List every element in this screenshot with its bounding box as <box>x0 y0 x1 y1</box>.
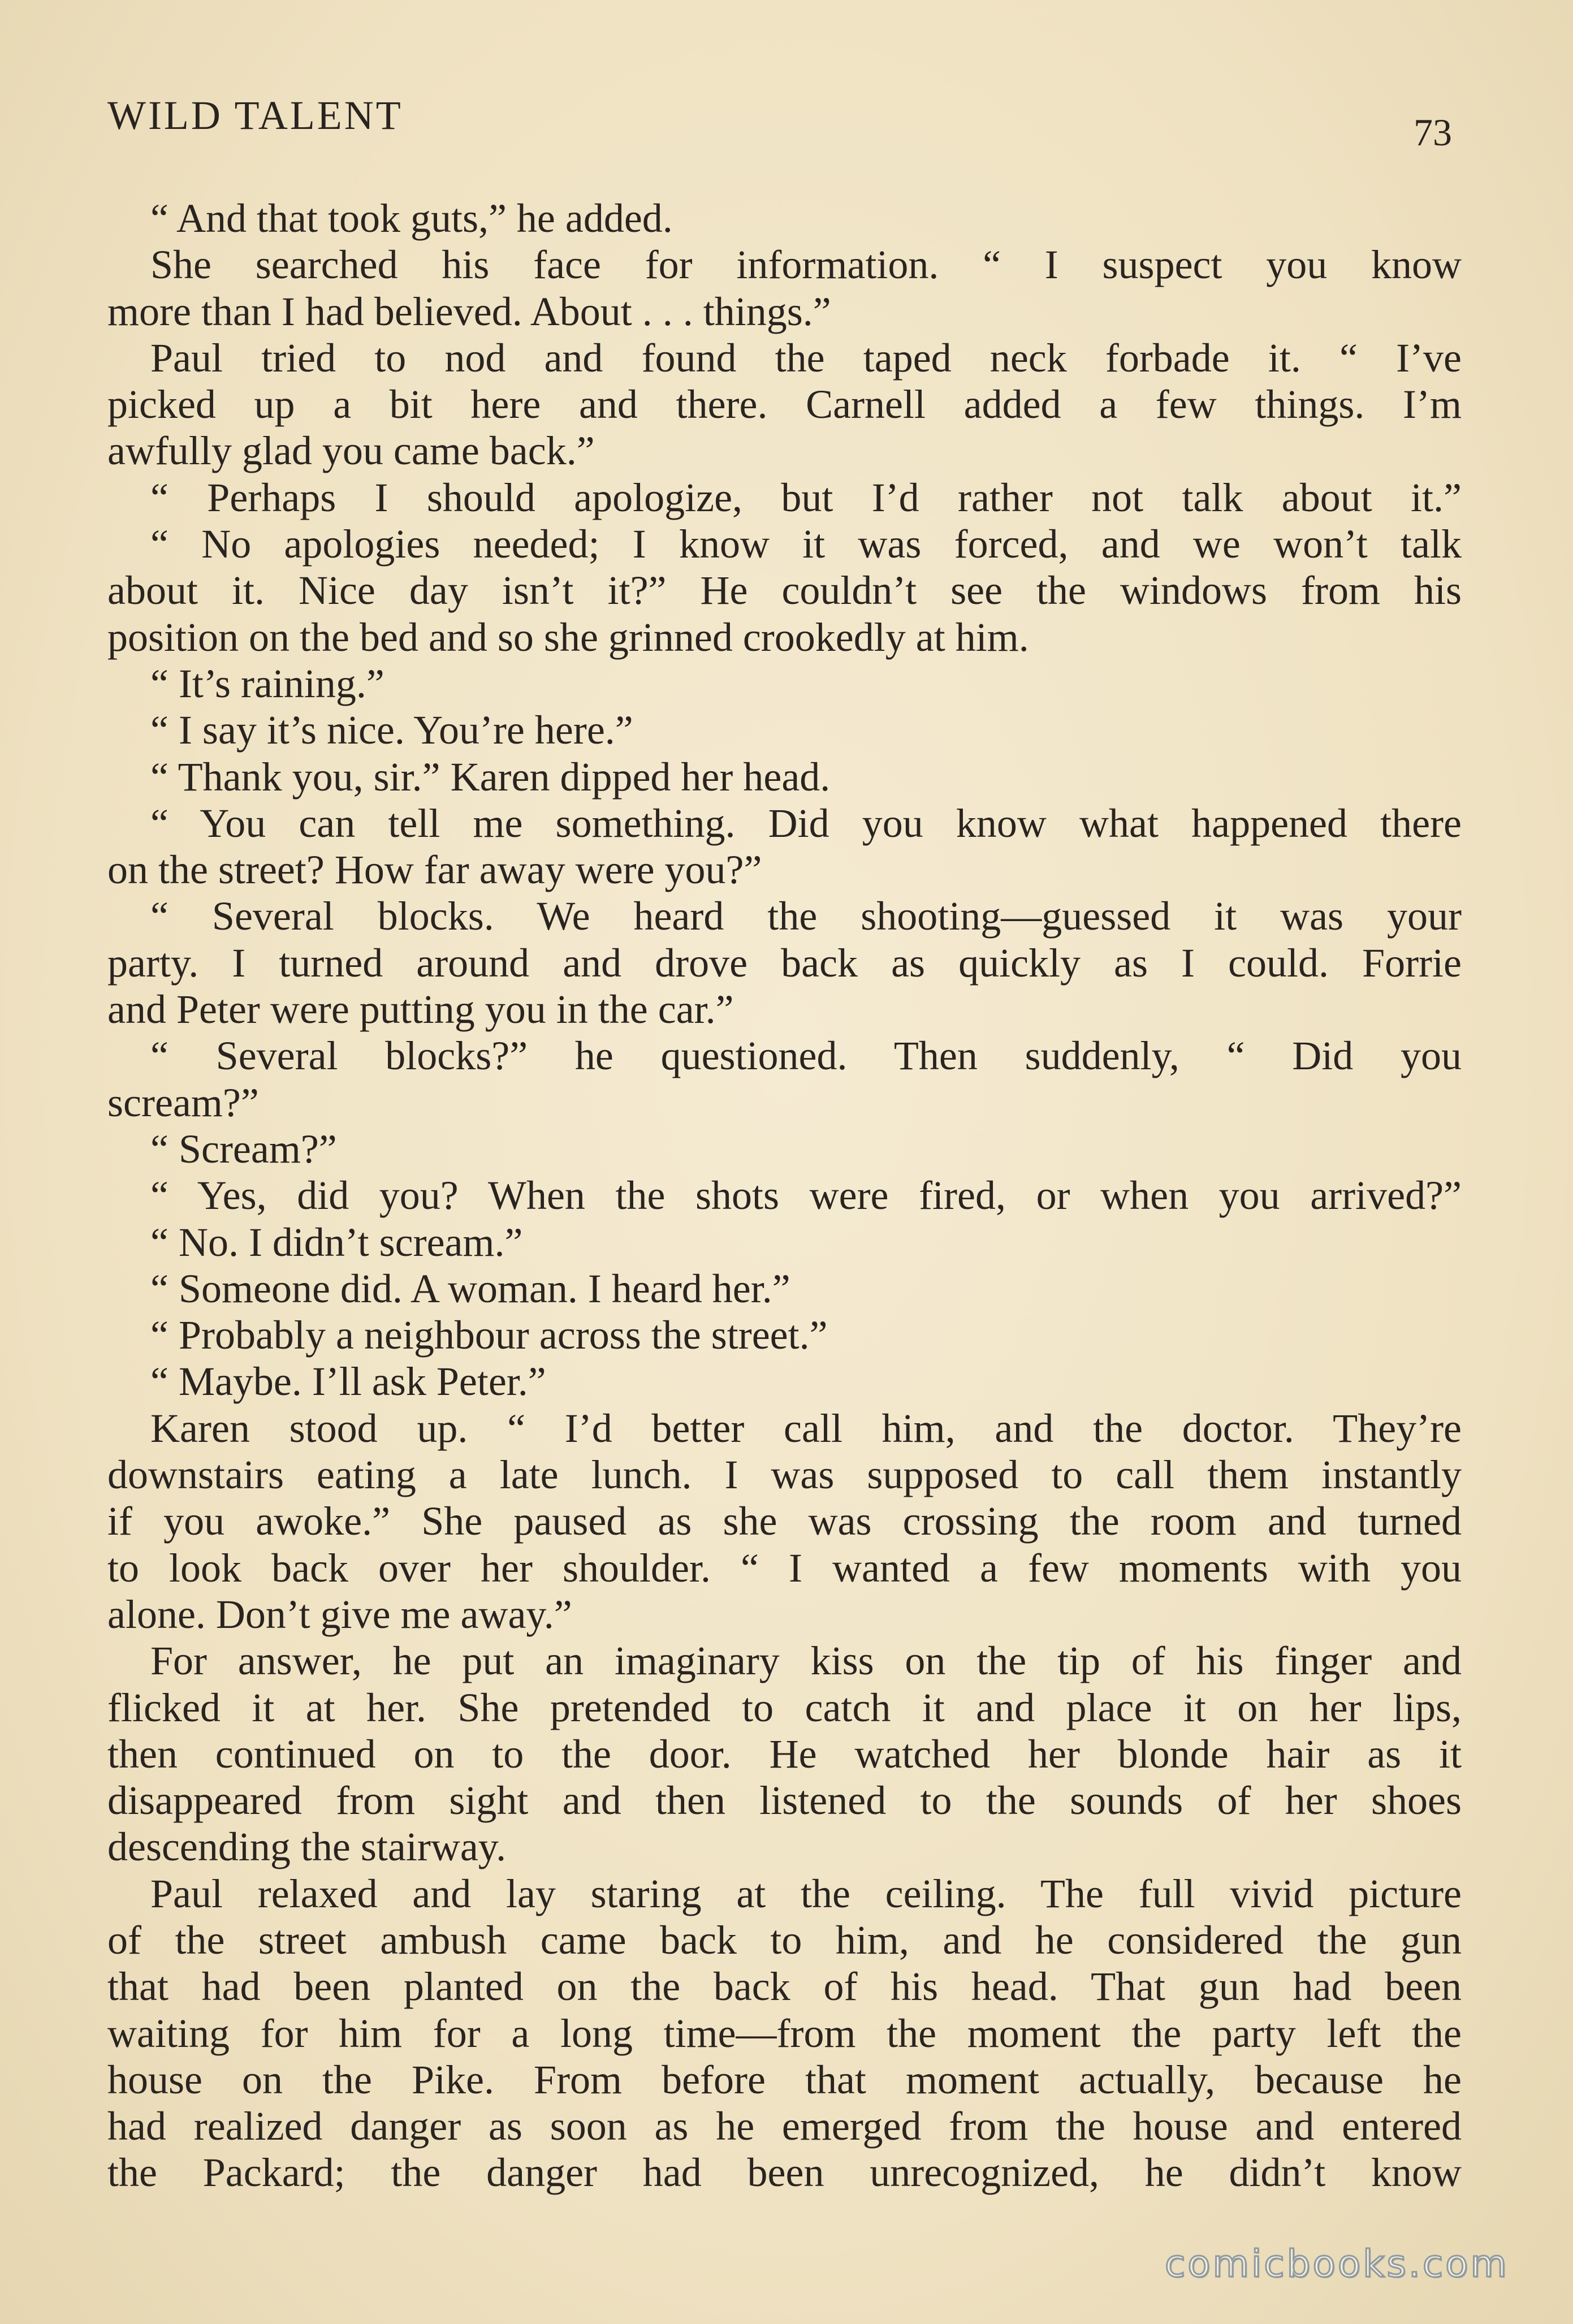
text-line: “ No. I didn’t scream.” <box>150 1219 523 1265</box>
text-line: and Peter were putting you in the car.” <box>107 987 734 1033</box>
text-line: “ Maybe. I’ll ask Peter.” <box>150 1359 546 1405</box>
text-line: She searched his face for information. “ I suspect you know <box>150 242 1462 288</box>
text-line: on the street? How far away were you?” <box>107 847 762 893</box>
text-line: then continued on to the door. He watched her blonde hair as it <box>107 1731 1462 1777</box>
text-line: “ Perhaps I should apologize, but I’d rather not talk about it.” <box>150 474 1462 520</box>
text-line: “ Scream?” <box>150 1126 337 1172</box>
text-line: awfully glad you came back.” <box>107 428 595 474</box>
text-line: house on the Pike. From before that moment actually, because he <box>107 2057 1462 2102</box>
text-line: alone. Don’t give me away.” <box>107 1591 572 1637</box>
text-line: “ Several blocks?” he questioned. Then suddenly, “ Did you <box>150 1033 1462 1079</box>
text-line: disappeared from sight and then listened to the sounds of her shoes <box>107 1778 1462 1824</box>
text-line: that had been planted on the back of his head. That gun had been <box>107 1964 1462 2010</box>
text-body <box>107 195 1462 2196</box>
text-line: “ I say it’s nice. You’re here.” <box>150 707 633 753</box>
text-line: “ Thank you, sir.” Karen dipped her head. <box>150 754 831 800</box>
text-line: if you awoke.” She paused as she was crossing the room and turned <box>107 1498 1462 1544</box>
text-line: of the street ambush came back to him, and he considered the gun <box>107 1917 1462 1963</box>
text-line: the Packard; the danger had been unrecognized, he didn’t know <box>107 2150 1462 2196</box>
text-line: to look back over her shoulder. “ I wanted a few moments with you <box>107 1545 1462 1591</box>
page-number: 73 <box>1414 111 1452 154</box>
text-line: more than I had believed. About . . . things.” <box>107 288 831 334</box>
text-line: scream?” <box>107 1079 259 1125</box>
text-line: “ It’s raining.” <box>150 660 384 706</box>
text-line: position on the bed and so she grinned crookedly at him. <box>107 614 1029 660</box>
text-line: about it. Nice day isn’t it?” He couldn’t see the windows from his <box>107 568 1462 614</box>
text-line: “ Someone did. A woman. I heard her.” <box>150 1265 790 1311</box>
text-line: “ And that took guts,” he added. <box>150 196 673 241</box>
text-line: “ Yes, did you? When the shots were fired, or when you arrived?” <box>150 1173 1462 1219</box>
text-line: “ Probably a neighbour across the street.” <box>150 1312 828 1358</box>
text-line: “ Several blocks. We heard the shooting—guessed it was your <box>150 893 1462 939</box>
text-line: downstairs eating a late lunch. I was supposed to call them instantly <box>107 1452 1462 1498</box>
text-line: Paul tried to nod and found the taped neck forbade it. “ I’ve <box>150 335 1462 381</box>
text-line: Karen stood up. “ I’d better call him, and the doctor. They’re <box>150 1405 1462 1451</box>
text-line: flicked it at her. She pretended to catch it and place it on her lips, <box>107 1684 1462 1730</box>
text-line: “ You can tell me something. Did you know what happened there <box>150 800 1462 846</box>
watermark: comicbooks.com <box>1165 2242 1509 2286</box>
text-line: had realized danger as soon as he emerged from the house and entered <box>107 2103 1462 2149</box>
text-line: waiting for him for a long time—from the moment the party left the <box>107 2010 1462 2056</box>
text-line: “ No apologies needed; I know it was forced, and we won’t talk <box>150 521 1462 567</box>
text-line: descending the stairway. <box>107 1824 507 1870</box>
running-head: WILD TALENT <box>107 93 403 138</box>
text-line: picked up a bit here and there. Carnell added a few things. I’m <box>107 382 1462 427</box>
text-line: party. I turned around and drove back as quickly as I could. Forrie <box>107 940 1462 986</box>
text-line: Paul relaxed and lay staring at the ceiling. The full vivid picture <box>150 1871 1462 1916</box>
text-line: For answer, he put an imaginary kiss on the tip of his finger and <box>150 1638 1462 1684</box>
